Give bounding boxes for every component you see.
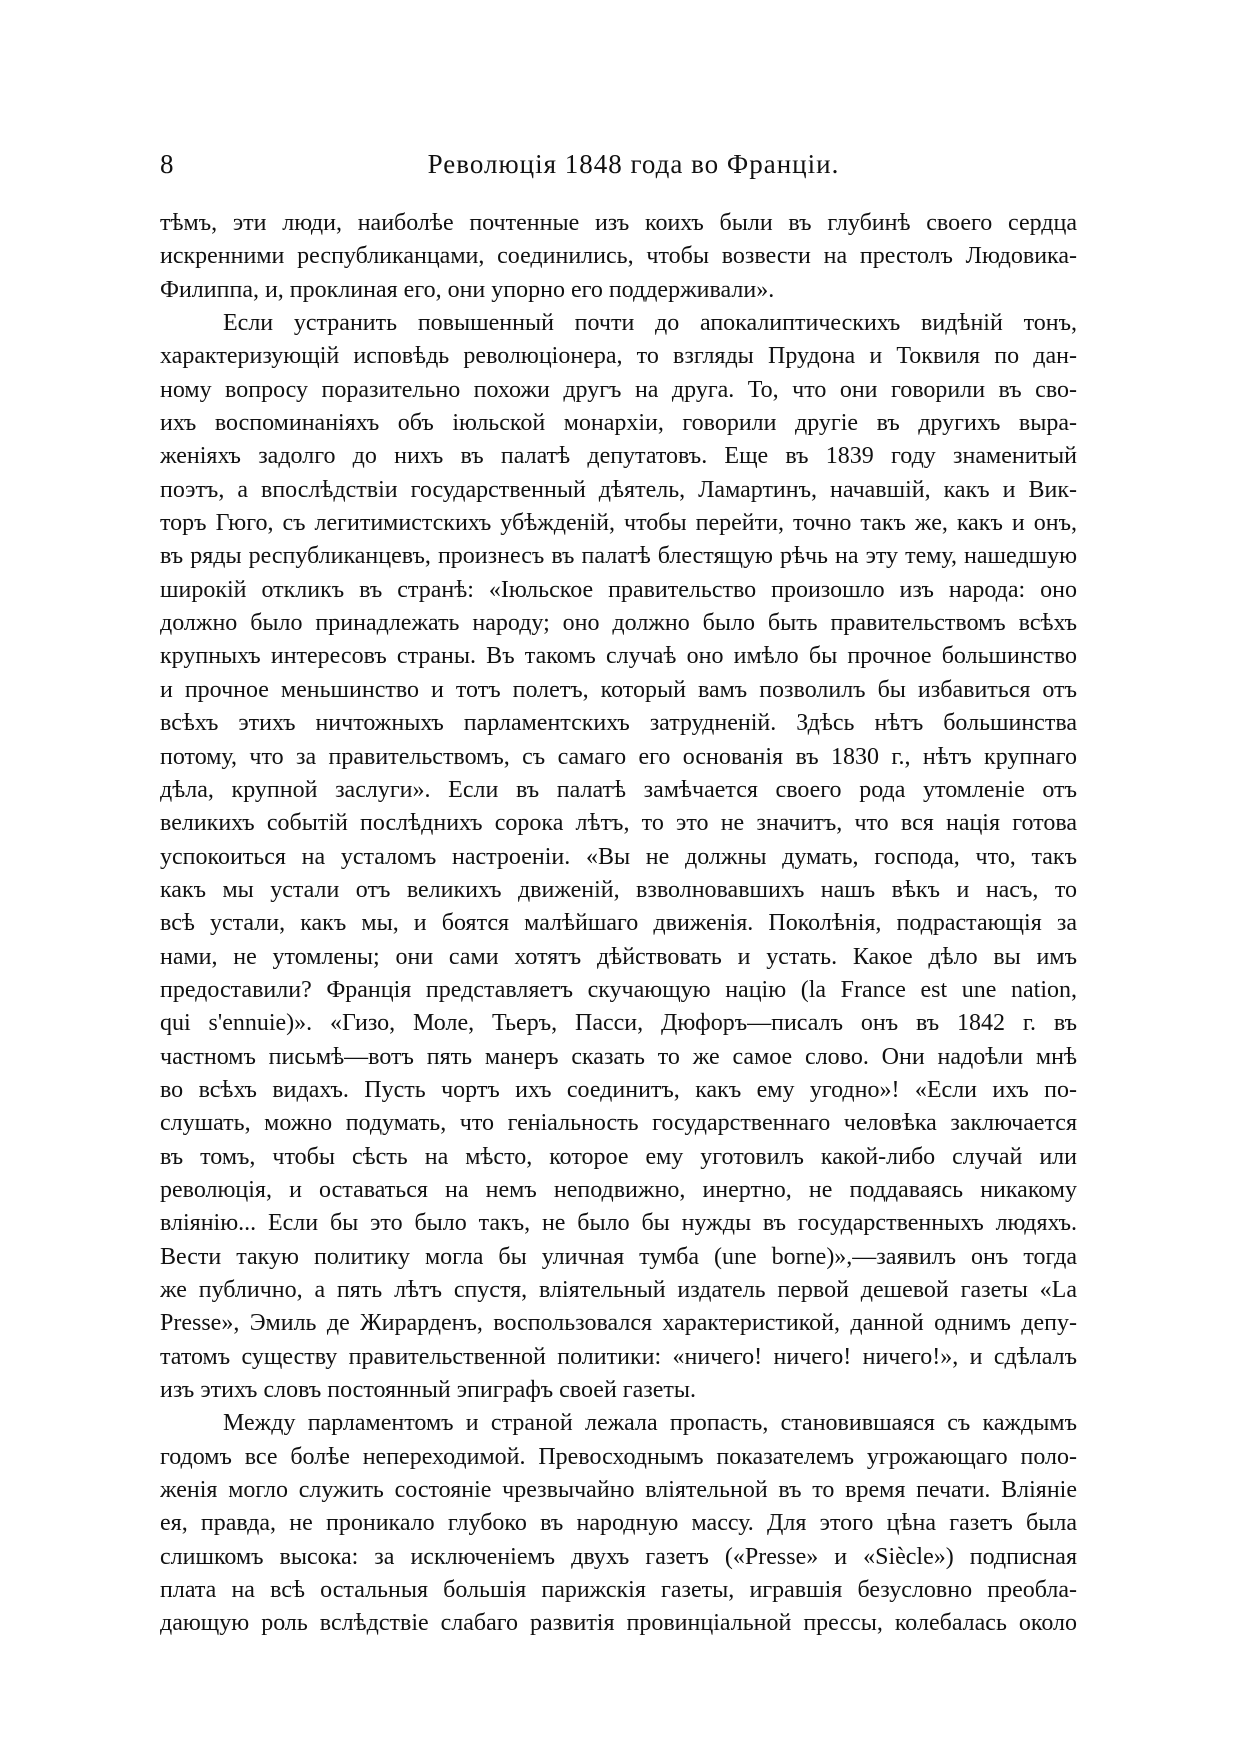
- paragraph: [160, 207, 1077, 307]
- running-head: [160, 146, 1077, 182]
- text-line: во всѣхъ видахъ. Пусть чортъ ихъ соединитъ, какъ ему угодно»! «Если ихъ по-: [160, 1076, 1077, 1103]
- page-number: 8: [160, 149, 174, 179]
- text-line: Presse», Эмиль де Жирарденъ, воспользовался характеристикой, данной однимъ депу-: [160, 1310, 1077, 1337]
- text-line: слишкомъ высока: за исключеніемъ двухъ газетъ («Presse» и «Siècle») подписная: [160, 1543, 1077, 1570]
- text-line: ному вопросу поразительно похожи другъ на друга. То, что они говорили въ сво-: [160, 376, 1077, 403]
- text-line: годомъ все болѣе непереходимой. Превосходнымъ показателемъ угрожающаго поло-: [160, 1443, 1077, 1470]
- text-line: крупныхъ интересовъ страны. Въ такомъ случаѣ оно имѣло бы прочное большинство: [160, 643, 1077, 670]
- text-line: слушать, можно подумать, что геніальность государственнаго человѣка заключается: [160, 1110, 1077, 1137]
- text-line: характеризующій исповѣдь революціонера, то взгляды Прудона и Токвиля по дан-: [160, 343, 1077, 370]
- text-line: успокоиться на усталомъ настроеніи. «Вы не должны думать, господа, что, такъ: [160, 843, 1077, 870]
- text-line: тѣмъ, эти люди, наиболѣе почтенные изъ коихъ были въ глубинѣ своего сердца: [160, 210, 1077, 236]
- text-line: искренними республиканцами, соединились, чтобы возвести на престолъ Людовика-: [160, 243, 1077, 270]
- text-line: Если устранить повышенный почти до апокалиптическихъ видѣній тонъ,: [223, 310, 1077, 337]
- text-line: женія могло служить состояніе чрезвычайно вліятельной въ то время печати. Вліяніе: [160, 1477, 1077, 1504]
- text-line: торъ Гюго, съ легитимистскихъ убѣжденій, чтобы перейти, точно такъ же, какъ и онъ,: [160, 510, 1077, 537]
- text-line: ея, правда, не проникало глубоко въ народную массу. Для этого цѣна газетъ была: [160, 1510, 1077, 1537]
- text-line: частномъ письмѣ—вотъ пять манеръ сказать то же самое слово. Они надоѣли мнѣ: [160, 1043, 1077, 1070]
- text-line: дѣла, крупной заслуги». Если въ палатѣ замѣчается своего рода утомленіе отъ: [160, 776, 1077, 803]
- text-line: какъ мы устали отъ великихъ движеній, взволновавшихъ нашъ вѣкъ и насъ, то: [160, 876, 1077, 903]
- running-title: Революція 1848 года во Франціи.: [427, 149, 840, 179]
- text-line: ихъ воспоминаніяхъ объ іюльской монархіи, говорили другіе въ другихъ выра-: [160, 410, 1077, 437]
- text-line: широкій откликъ въ странѣ: «Іюльское правительство произошло изъ народа: оно: [160, 576, 1077, 603]
- text-line: вліянію... Если бы это было такъ, не было бы нужды въ государственныхъ людяхъ.: [160, 1210, 1077, 1237]
- text-line: плата на всѣ остальныя большія парижскія газеты, игравшія безусловно преобла-: [160, 1577, 1077, 1604]
- body-text: [160, 207, 1077, 1641]
- text-line: женіяхъ задолго до нихъ въ палатѣ депутатовъ. Еще въ 1839 году знаменитый: [160, 443, 1077, 470]
- text-line: Вести такую политику могла бы уличная тумба (une borne)»,—заявилъ онъ тогда: [160, 1243, 1077, 1270]
- text-line: потому, что за правительствомъ, съ самаго его основанія въ 1830 г., нѣтъ крупнаго: [160, 743, 1077, 770]
- text-line: дающую роль вслѣдствіе слабаго развитія провинціальной прессы, колебалась около: [160, 1610, 1077, 1637]
- text-line: предоставили? Франція представляетъ скучающую націю (la France est une nation,: [160, 976, 1077, 1003]
- text-line: Между парламентомъ и страной лежала пропасть, становившаяся съ каждымъ: [223, 1410, 1077, 1437]
- text-line: и прочное меньшинство и тотъ полетъ, который вамъ позволилъ бы избавиться отъ: [160, 676, 1077, 703]
- text-line: въ ряды республиканцевъ, произнесъ въ палатѣ блестящую рѣчь на эту тему, нашедшую: [160, 543, 1077, 570]
- text-line: же публично, а пять лѣтъ спустя, вліятельный издатель первой дешевой газеты «La: [160, 1277, 1077, 1303]
- paragraph: [160, 307, 1077, 1407]
- text-line: Филиппа, и, проклиная его, они упорно его поддерживали».: [160, 276, 775, 303]
- text-line: татомъ существу правительственной политики: «ничего! ничего! ничего!», и сдѣлалъ: [160, 1343, 1077, 1370]
- text-line: поэтъ, а впослѣдствіи государственный дѣятель, Ламартинъ, начавшій, какъ и Вик-: [160, 476, 1077, 503]
- text-line: нами, не утомлены; они сами хотятъ дѣйствовать и устать. Какое дѣло вы имъ: [160, 943, 1077, 970]
- paragraph: [160, 1407, 1077, 1640]
- text-line: въ томъ, чтобы сѣсть на мѣсто, которое ему уготовилъ какой-либо случай или: [160, 1143, 1077, 1170]
- text-line: всѣ устали, какъ мы, и боятся малѣйшаго движенія. Поколѣнія, подрастающія за: [160, 910, 1077, 937]
- text-line: должно было принадлежать народу; оно должно было быть правительствомъ всѣхъ: [160, 610, 1077, 637]
- text-line: qui s'ennuie)». «Гизо, Моле, Тьеръ, Пасси, Дюфоръ—писалъ онъ въ 1842 г. въ: [160, 1010, 1077, 1037]
- text-line: всѣхъ этихъ ничтожныхъ парламентскихъ затрудненій. Здѣсь нѣтъ большинства: [160, 710, 1077, 737]
- text-line: великихъ событій послѣднихъ сорока лѣтъ, то это не значитъ, что вся нація готова: [160, 810, 1077, 837]
- text-line: революція, и оставаться на немъ неподвижно, инертно, не поддаваясь никакому: [160, 1176, 1077, 1203]
- text-line: изъ этихъ словъ постоянный эпиграфъ своей газеты.: [160, 1377, 697, 1404]
